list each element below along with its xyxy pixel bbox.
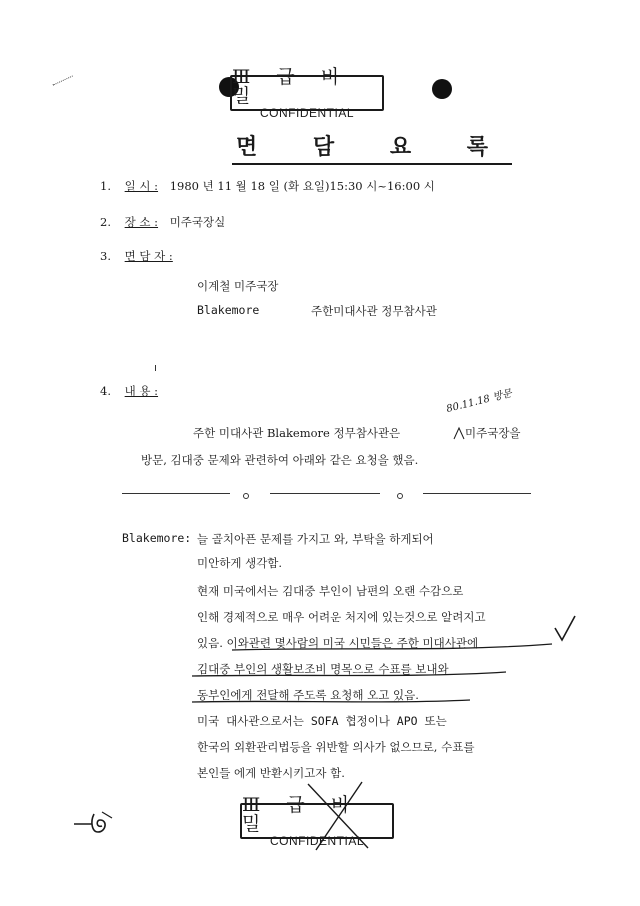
classification-label: CONFIDENTIAL bbox=[269, 833, 364, 848]
intro-text: 주한 미대사관 Blakemore 정무참사관은 bbox=[193, 426, 401, 440]
stamp-cross-out bbox=[300, 778, 380, 854]
page-title: 면 담 요 록 bbox=[232, 130, 512, 165]
check-mark-icon bbox=[555, 616, 575, 640]
inserted-text: 미주국장을 bbox=[465, 426, 521, 440]
statement-line: 한국의 외환관리법등을 위반할 의사가 없으므로, 수표를 bbox=[197, 740, 475, 754]
statement-line: 본인들 에게 반환시키고자 함. bbox=[197, 766, 345, 780]
handwritten-annotation: 80.11.18 방문 bbox=[445, 388, 514, 415]
item-label: 장 소 : bbox=[124, 215, 159, 229]
statement-line: 늘 골치아픈 문제를 가지고 와, 부탁을 하게되어 bbox=[197, 532, 434, 546]
item-number: 1. bbox=[100, 179, 111, 193]
statement-line: 인해 경제적으로 매우 어려운 처지에 있는것으로 알려지고 bbox=[197, 610, 486, 624]
statement-line: 미안하게 생각함. bbox=[197, 556, 283, 570]
item-label: 일 시 : bbox=[124, 179, 159, 193]
statement-line: 있음. 이와관련 몇사람의 미국 시민들은 주한 미대사관에 bbox=[197, 636, 479, 650]
classification-label: CONFIDENTIAL bbox=[259, 105, 354, 120]
item-value: 미주국장실 bbox=[169, 215, 226, 229]
classification-grade: Ⅲ 급 비 밀 bbox=[232, 65, 350, 107]
item-number: 3. bbox=[100, 249, 111, 263]
item-number: 2. bbox=[100, 215, 111, 229]
item-label: 면 담 자 : bbox=[124, 249, 173, 263]
statement-line: 현재 미국에서는 김대중 부인이 남편의 오랜 수감으로 bbox=[197, 584, 464, 598]
participant-name: Blakemore bbox=[197, 303, 260, 317]
participant-title: 주한미대사관 정무참사관 bbox=[311, 304, 437, 318]
classification-grade: Ⅲ 급 비 밀 bbox=[242, 793, 360, 835]
item-number: 4. bbox=[100, 384, 111, 398]
statement-line: 김대중 부인의 생활보조비 명목으로 수표를 보내와 bbox=[197, 662, 449, 676]
speaker-label: Blakemore: bbox=[122, 531, 192, 545]
participant-name: 이계철 미주국장 bbox=[197, 279, 279, 293]
statement-line: 미국 대사관으로서는 SOFA 협정이나 APO 또는 bbox=[197, 714, 447, 728]
statement-line: 동부인에게 전달해 주도록 요청해 오고 있음. bbox=[197, 688, 419, 702]
intro-text: 방문, 김대중 문제와 관련하여 아래와 같은 요청을 했음. bbox=[141, 453, 419, 467]
item-label: 내 용 : bbox=[124, 384, 159, 398]
handwritten-page-mark bbox=[72, 808, 116, 836]
item-value: 1980 년 11 월 18 일 (화 요일)15:30 시~16:00 시 bbox=[169, 179, 435, 193]
